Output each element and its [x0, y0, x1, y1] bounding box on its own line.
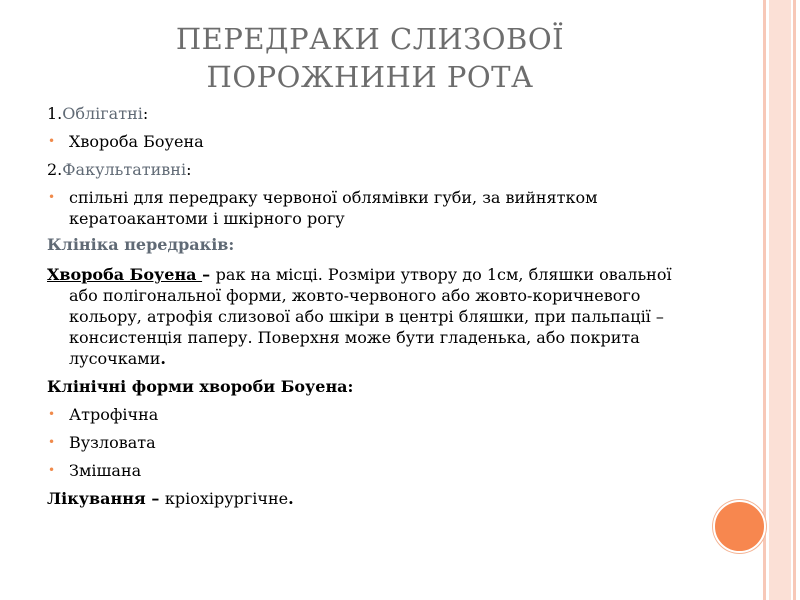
decorative-stripe [793, 0, 796, 600]
colon: : [186, 160, 192, 179]
list-number: 2. [47, 160, 63, 179]
obligate-heading [47, 103, 687, 124]
facultative-heading [47, 159, 687, 180]
period: . [160, 349, 166, 368]
list-item: • Вузловата [47, 432, 687, 453]
obligate-label: Облігатні [62, 104, 143, 123]
title-line: ПОРОЖНИНИ РОТА [206, 60, 534, 94]
title-line: ПЕРЕДРАКИ СЛИЗОВОЇ [175, 22, 565, 56]
list-item: • Хвороба Боуена [47, 131, 687, 152]
list-number: 1. [47, 104, 63, 123]
bowen-paragraph [47, 264, 687, 369]
decorative-stripe [763, 0, 766, 600]
treatment-value: кріохірургічне [164, 489, 289, 508]
period: . [288, 489, 294, 508]
treatment-term: Лікування – [47, 489, 165, 508]
bowen-description: рак на місці. Розміри утвору до 1см, бляшки овальної або полігональної форми, жовто-червоного або жовто-коричневого кольору, атрофія слизової або шкіри в центрі бляшки, при пальпації – консистенція паперу. Поверхня може бути гладенька, або покрита лусочками [69, 265, 672, 368]
clinic-heading: Клініка передраків: [47, 235, 235, 254]
forms-heading: Клінічні форми хвороби Боуена: [47, 377, 354, 396]
list-item: • Атрофічна [47, 404, 687, 425]
bowen-term: Хвороба Боуена [47, 265, 203, 284]
colon: : [142, 104, 149, 123]
list-item: • Змішана [47, 460, 687, 481]
decorative-circle [713, 500, 766, 553]
facultative-label: Факультативні [62, 160, 187, 179]
dash: – [202, 265, 216, 284]
decorative-stripe [769, 0, 791, 600]
list-item: • спільні для передраку червоної облямівки губи, за вийнятком кератоакантоми і шкірного рогу [47, 187, 687, 229]
slide-title [80, 20, 660, 96]
slide-body [47, 103, 687, 509]
treatment-line [47, 488, 687, 509]
